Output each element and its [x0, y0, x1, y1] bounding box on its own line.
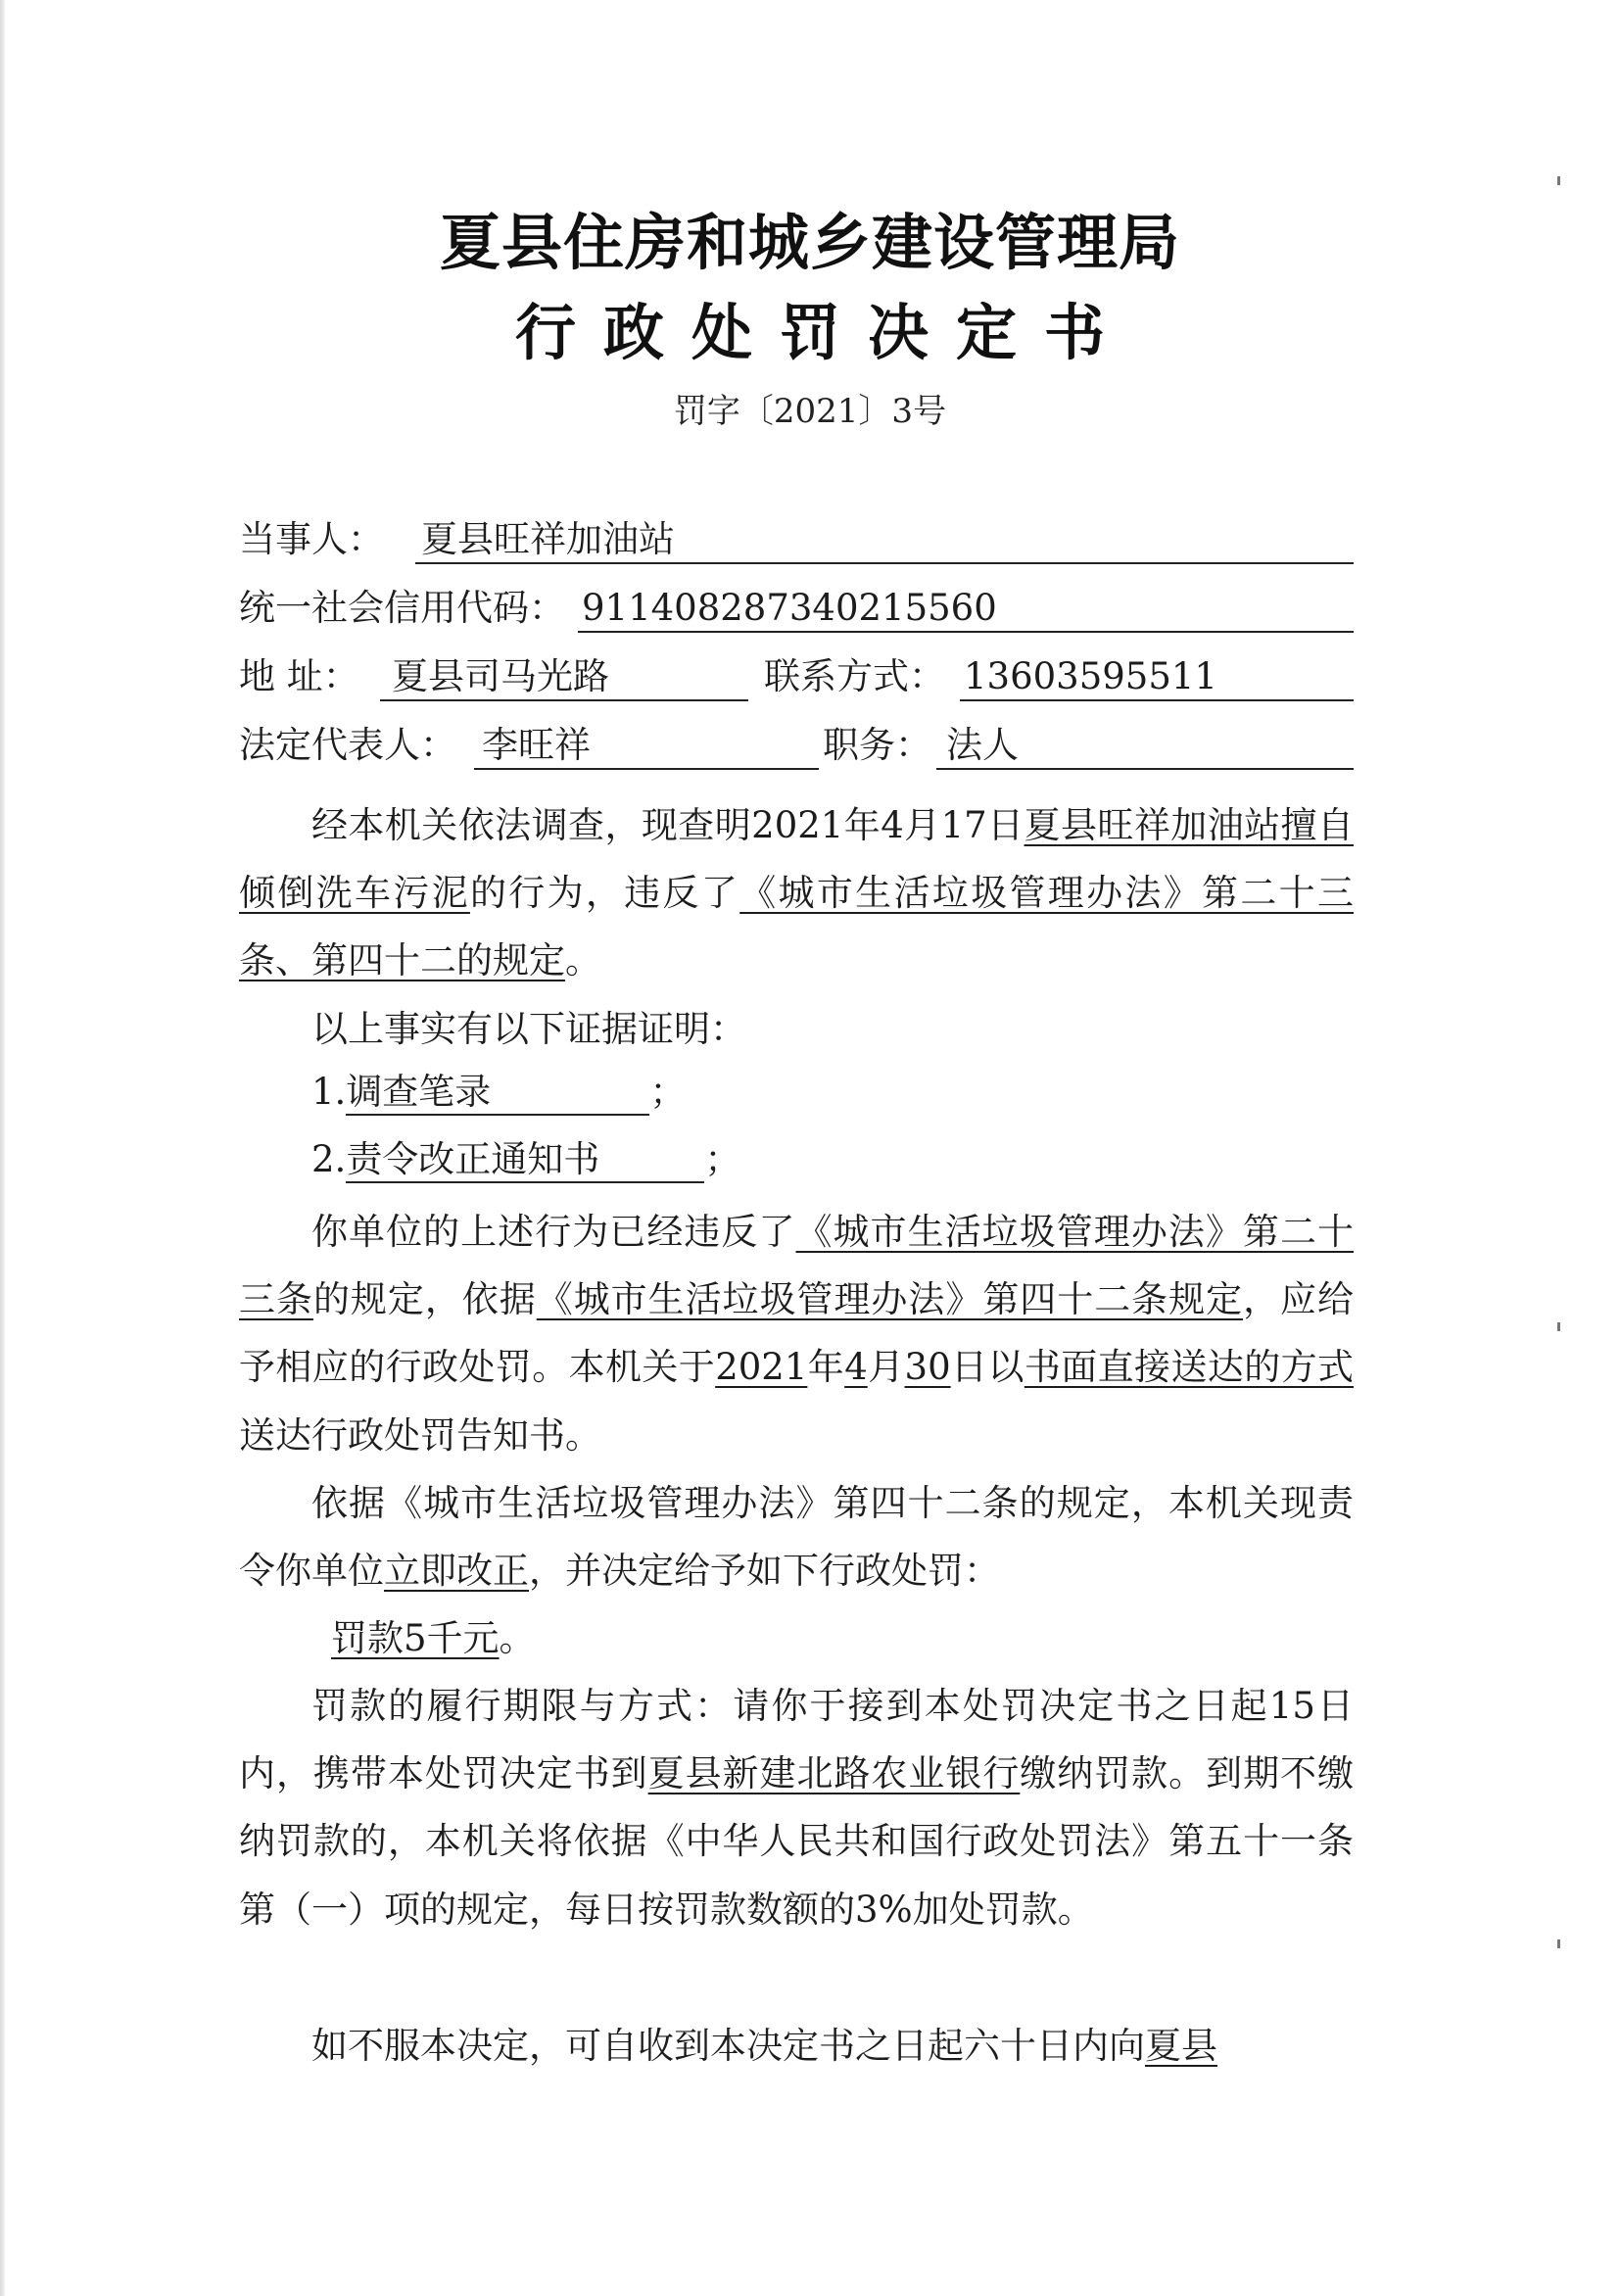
position-label: 职务：	[823, 724, 931, 766]
text-run: 你单位的上述行为已经违反了	[311, 1211, 796, 1253]
position-underline	[936, 768, 1354, 770]
appeal-paragraph	[239, 2012, 1354, 2080]
evidence-item-2	[311, 1135, 740, 1184]
notice-year: 2021	[715, 1346, 808, 1389]
credit-code-value: 911408287340215560	[582, 587, 997, 629]
text-run: 月	[867, 1346, 905, 1389]
text-run: 送达行政处罚告知书。	[239, 1413, 601, 1457]
legal-rep-value: 李旺祥	[482, 724, 591, 766]
party-name-label: 当事人：	[239, 518, 384, 560]
scan-mark	[1557, 1322, 1560, 1331]
contact-value: 13603595511	[964, 655, 1217, 697]
address-underline	[380, 699, 748, 701]
text-run: 如不服本决定，可自收到本决定书之日起六十日内向	[311, 2025, 1145, 2067]
text-run: 罚款的履行期限与方式：请你于接到本处罚决定书之日起15日内，携带本处罚决定书到	[239, 1685, 1354, 1795]
decision-paragraph	[239, 1469, 1354, 1604]
credit-code-underline	[578, 631, 1354, 633]
violated-article: 《城市生活垃圾管理办法》第二十三条	[239, 1211, 1355, 1321]
text-run: ；	[704, 1138, 741, 1180]
evidence-intro: 以上事实有以下证据证明：	[311, 1008, 746, 1050]
text-run: 经本机关依法调查，现查明2021年4月17日	[311, 804, 1024, 846]
address-label: 地 址：	[239, 655, 359, 697]
violated-regulation: 《城市生活垃圾管理办法》第二十三条、第四十二的规定	[239, 872, 1355, 982]
payment-terms-paragraph	[239, 1672, 1354, 1943]
notice-day: 30	[904, 1346, 951, 1389]
delivery-method: 书面直接送达的方式	[1024, 1346, 1355, 1389]
document-type-title: 行政处罚决定书	[514, 297, 1132, 368]
text-run: 年	[807, 1346, 845, 1389]
legal-rep-label: 法定代表人：	[239, 724, 456, 766]
investigation-paragraph	[239, 791, 1354, 995]
violation-fact: 夏县旺祥加油站擅自倾倒洗车污泥	[239, 804, 1354, 915]
scan-mark	[1557, 176, 1560, 185]
penalty-amount: 罚款5千元	[331, 1617, 500, 1659]
text-run: 依据《城市生活垃圾管理办法》第四十二条的规定，本机关现责令你单位	[239, 1482, 1354, 1593]
penalty-basis-article: 《城市生活垃圾管理办法》第四十二条规定	[536, 1278, 1244, 1321]
evidence-number: 1.	[311, 1071, 347, 1113]
scan-mark	[1557, 1939, 1560, 1948]
text-run: 的规定，依据	[312, 1278, 537, 1321]
notice-month: 4	[844, 1346, 868, 1389]
document-number: 罚字〔2021〕3号	[673, 392, 947, 431]
text-run: 。	[499, 1617, 536, 1659]
party-name-underline	[415, 562, 1354, 564]
text-run: 日以	[950, 1346, 1024, 1389]
text-run: 缴纳罚款。到期不缴纳罚款的，本机关将依据《中华人民共和国行政处罚法》第五十一条第（一）项的规定，每日按罚款数额的3%加处罚款。	[239, 1752, 1355, 1931]
penalty-paragraph	[239, 1604, 1354, 1672]
appeal-authority: 夏县	[1145, 2025, 1217, 2067]
address-value: 夏县司马光路	[392, 655, 609, 697]
agency-title: 夏县住房和城乡建设管理局	[439, 207, 1180, 278]
text-run: ；	[649, 1071, 687, 1113]
text-run: ，并决定给予如下行政处罚：	[529, 1550, 1000, 1593]
position-value: 法人	[946, 724, 1019, 766]
text-run: ，应给予相应的行政处罚。本机关于	[239, 1278, 1355, 1389]
evidence-item-1	[311, 1068, 686, 1117]
legal-rep-underline	[474, 768, 819, 770]
credit-code-label: 统一社会信用代码：	[239, 587, 565, 629]
contact-label: 联系方式：	[764, 655, 945, 697]
text-run: 的行为，违反了	[469, 872, 740, 915]
evidence-value: 责令改正通知书	[346, 1138, 704, 1183]
evidence-value: 调查笔录	[346, 1071, 649, 1116]
legal-basis-paragraph	[239, 1198, 1354, 1469]
evidence-number: 2.	[311, 1138, 347, 1180]
contact-underline	[960, 699, 1354, 701]
text-run: 。	[565, 939, 601, 982]
payment-bank: 夏县新建北路农业银行	[647, 1752, 1021, 1795]
party-name-value: 夏县旺祥加油站	[421, 518, 675, 560]
correction-order: 立即改正	[384, 1550, 529, 1593]
